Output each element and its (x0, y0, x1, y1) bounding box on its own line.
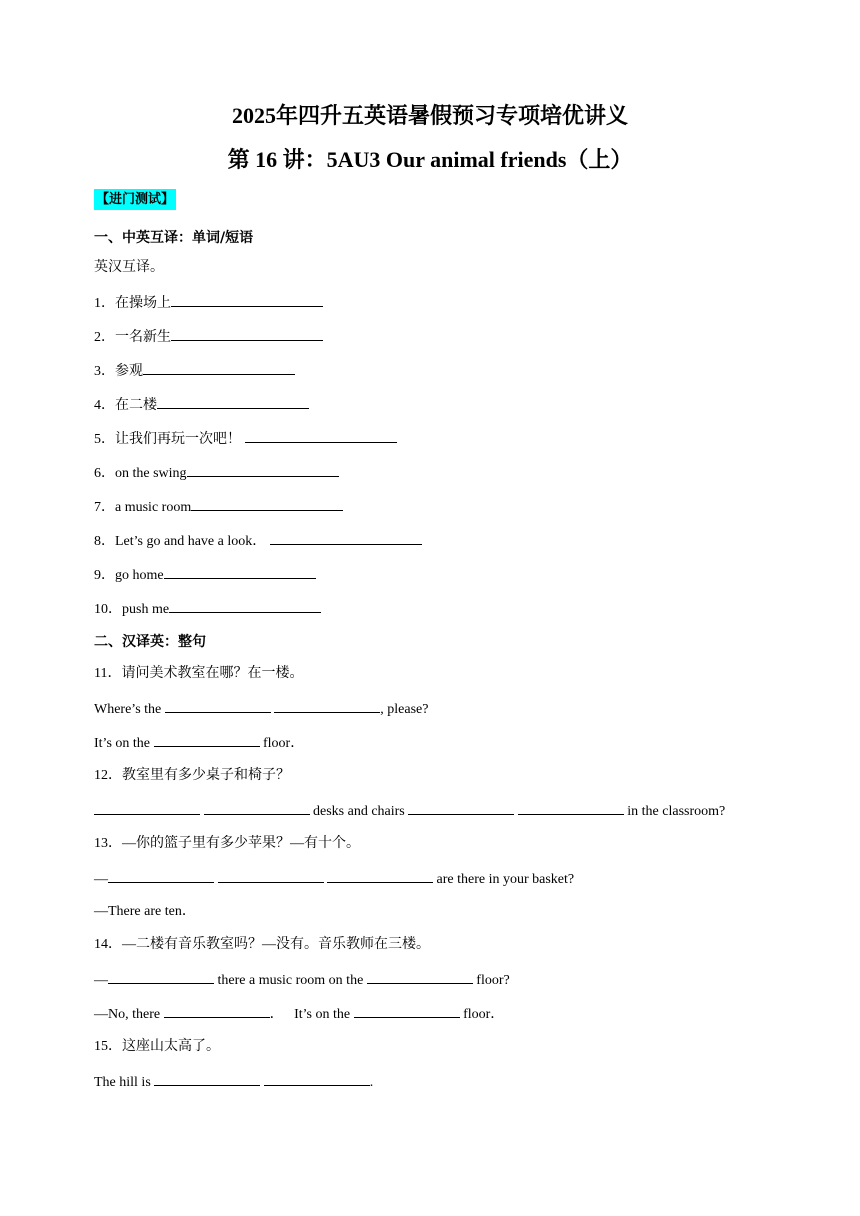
answer-blank[interactable] (204, 800, 310, 815)
answer-blank[interactable] (157, 394, 309, 409)
section-1-heading: 一、中英互译：单词/短语 (94, 230, 254, 246)
question-11-line-2 (94, 732, 304, 754)
section-2-heading: 二、汉译英：整句 (94, 634, 206, 650)
list-item (94, 462, 339, 484)
lesson-subtitle: 第 16 讲：5AU3 Our animal friends（上） (227, 147, 633, 172)
sentence-text: The hill is (94, 1075, 155, 1090)
question-11-line-1 (94, 698, 428, 720)
item-text: 3．参观 (94, 364, 143, 379)
item-text: 2．一名新生 (94, 330, 171, 345)
answer-blank[interactable] (171, 292, 323, 307)
question-13-line-2: —There are ten． (94, 904, 196, 919)
sentence-text: , please? (380, 702, 429, 717)
sentence-text: in the classroom? (623, 804, 726, 819)
answer-blank[interactable] (408, 800, 514, 815)
sentence-text: floor． (259, 736, 305, 751)
item-text: 8．Let’s go and have a look． (94, 534, 267, 549)
question-13-prompt: 13．—你的篮子里有多少苹果？—有十个。 (94, 836, 360, 851)
question-15-prompt: 15．这座山太高了。 (94, 1039, 220, 1054)
list-item (94, 564, 316, 586)
list-item (94, 598, 321, 620)
answer-blank[interactable] (191, 496, 343, 511)
answer-blank[interactable] (518, 800, 624, 815)
question-12-prompt: 12．教室里有多少桌子和椅子？ (94, 768, 290, 783)
sentence-text: floor? (472, 973, 510, 988)
sentence-text: —No, there (94, 1007, 164, 1022)
entry-test-badge: 【进门测试】 (94, 189, 176, 210)
answer-blank[interactable] (108, 969, 214, 984)
sentence-text: It’s on the (94, 736, 154, 751)
item-text: 7．a music room (94, 500, 192, 515)
answer-blank[interactable] (154, 1071, 260, 1086)
sentence-text: . (369, 1075, 374, 1090)
sentence-text: — (94, 872, 108, 887)
sentence-text: desks and chairs (309, 804, 409, 819)
list-item (94, 292, 323, 314)
list-item (94, 394, 309, 416)
item-text: 6．on the swing (94, 466, 187, 481)
answer-blank[interactable] (165, 698, 271, 713)
item-text: 1．在操场上 (94, 296, 171, 311)
item-text: 5．让我们再玩一次吧！ (94, 432, 241, 447)
question-14-line-1 (94, 969, 510, 991)
answer-blank[interactable] (218, 868, 324, 883)
answer-blank[interactable] (245, 428, 397, 443)
sentence-text: Where’s the (94, 702, 165, 717)
item-text: 9．go home (94, 568, 164, 583)
answer-blank[interactable] (169, 598, 321, 613)
list-item (94, 428, 397, 450)
answer-blank[interactable] (187, 462, 339, 477)
item-text: 10．push me (94, 602, 170, 617)
answer-blank[interactable] (164, 1003, 270, 1018)
list-item (94, 360, 295, 382)
question-15-line-1 (94, 1071, 373, 1093)
sentence-text: floor． (459, 1007, 505, 1022)
question-14-prompt: 14．—二楼有音乐教室吗？—没有。音乐教师在三楼。 (94, 937, 430, 952)
answer-blank[interactable] (270, 530, 422, 545)
answer-blank[interactable] (354, 1003, 460, 1018)
answer-blank[interactable] (154, 732, 260, 747)
answer-blank[interactable] (171, 326, 323, 341)
section-1-instruction: 英汉互译。 (94, 260, 164, 275)
answer-blank[interactable] (94, 800, 200, 815)
question-12-line-1 (94, 800, 725, 822)
question-14-line-2 (94, 1003, 504, 1025)
answer-blank[interactable] (367, 969, 473, 984)
answer-blank[interactable] (143, 360, 295, 375)
question-11-prompt: 11．请问美术教室在哪？在一楼。 (94, 666, 304, 681)
list-item (94, 496, 343, 518)
item-text: 4．在二楼 (94, 398, 157, 413)
sentence-text: there a music room on the (214, 973, 367, 988)
answer-blank[interactable] (274, 698, 380, 713)
sentence-text: are there in your basket? (433, 872, 575, 887)
list-item (94, 326, 323, 348)
sentence-text: ． It’s on the (269, 1007, 354, 1022)
answer-blank[interactable] (108, 868, 214, 883)
answer-blank[interactable] (164, 564, 316, 579)
question-13-line-1 (94, 868, 574, 890)
answer-blank[interactable] (264, 1071, 370, 1086)
sentence-text: — (94, 973, 108, 988)
list-item (94, 530, 422, 552)
document-title: 2025年四升五英语暑假预习专项培优讲义 (231, 103, 628, 128)
answer-blank[interactable] (327, 868, 433, 883)
